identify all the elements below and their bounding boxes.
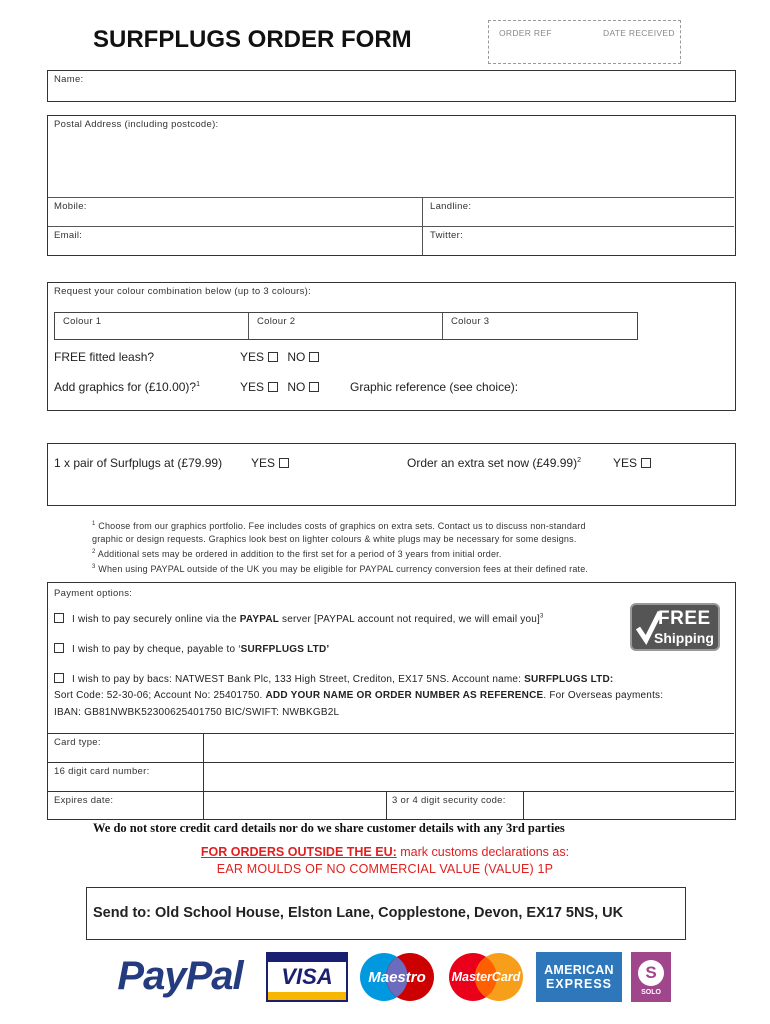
expires-label: Expires date: [54,795,114,806]
outside-eu-notice: FOR ORDERS OUTSIDE THE EU: mark customs declarations as: [200,845,570,859]
colour-2-field[interactable]: Colour 2 [257,316,296,327]
solo-logo: S SOLO [631,952,671,1002]
leash-no-label: NO [287,350,306,364]
send-to-box [86,887,686,940]
maestro-logo: Maestro [356,952,438,1002]
colour-fields [54,312,638,340]
privacy-notice: We do not store credit card details nor do we share customer details with any 3rd parties [93,821,565,835]
colour-block [47,282,736,411]
footnotes [92,518,692,576]
leash-no-checkbox[interactable] [309,352,319,362]
card-number-label: 16 digit card number: [54,766,150,777]
security-code-field[interactable] [525,792,733,819]
mobile-label: Mobile: [54,201,87,212]
page-title: SURFPLUGS ORDER FORM [93,26,412,53]
bacs-option[interactable]: I wish to pay by bacs: NATWEST Bank Plc, 133 High Street, Crediton, EX17 5NS. Account name: SURFPLUGS LTD: [54,673,613,685]
graphics-yes-label: YES [240,380,265,394]
landline-label: Landline: [430,201,472,212]
extra-set-option: YES [613,456,653,470]
mastercard-logo: MasterCard [445,952,527,1002]
shipping-label: Shipping [654,630,714,646]
leash-yes-label: YES [240,350,265,364]
customs-value-notice: EAR MOULDS OF NO COMMERCIAL VALUE (VALUE) 1P [216,862,554,876]
footnote-1: $^1$ Choose from our graphics portfolio. Fee includes costs of graphics on extra sets. Contact us to discuss non-standard [92,521,586,531]
colour-3-field[interactable]: Colour 3 [451,316,490,327]
office-use-box [488,20,681,64]
free-label: FREE [658,608,711,629]
sort-code-line: Sort Code: 52-30-06; Account No: 25401750. ADD YOUR NAME OR ORDER NUMBER AS REFERENCE. For Overseas payments: [54,690,664,701]
graphic-reference-label: Graphic reference (see choice): [350,380,519,394]
leash-label: FREE fitted leash? [54,350,155,364]
cheque-option[interactable]: I wish to pay by cheque, payable to ‘SURFPLUGS LTD’ [54,643,329,655]
cheque-checkbox[interactable] [54,643,64,653]
extra-yes-checkbox[interactable] [641,458,651,468]
leash-yes-checkbox[interactable] [268,352,278,362]
graphics-label: Add graphics for (£10.00)?$^1$ [54,380,200,394]
colour-request-label: Request your colour combination below (up to 3 colours): [54,286,312,297]
date-received-label: DATE RECEIVED [603,28,675,38]
email-label: Email: [54,230,83,241]
pair-label: 1 x pair of Surfplugs at (£79.99) [54,456,223,470]
paypal-option[interactable]: I wish to pay securely online via the PAYPAL server [PAYPAL account not required, we will email you]$^3$ [54,613,544,625]
extra-set-label: Order an extra set now (£49.99)$^2$ [407,456,581,470]
footnote-1b: graphic or design requests. Graphics look best on lighter colours & white plugs may be necessary for some designs. [92,534,577,544]
name-field[interactable] [47,70,736,102]
card-type-field[interactable] [205,734,733,761]
leash-options [240,350,321,364]
address-label: Postal Address (including postcode): [54,119,219,130]
payment-block [47,582,736,820]
bacs-checkbox[interactable] [54,673,64,683]
footnote-2: $^2$ Additional sets may be ordered in addition to the first set for a period of 3 years from initial order. [92,549,502,559]
graphics-no-label: NO [287,380,306,394]
order-block [47,443,736,506]
twitter-label: Twitter: [430,230,464,241]
card-type-label: Card type: [54,737,101,748]
card-number-field[interactable] [205,763,733,790]
graphics-options [240,380,321,394]
payment-options-label: Payment options: [54,588,133,599]
security-code-label: 3 or 4 digit security code: [392,795,506,806]
name-label: Name: [54,74,84,85]
iban-line: IBAN: GB81NWBK52300625401750 BIC/SWIFT: NWBKGB2L [54,707,340,718]
footnote-3: $^3$ When using PAYPAL outside of the UK you may be eligible for PAYPAL currency conversion fees at their defined rate. [92,564,589,574]
graphics-yes-checkbox[interactable] [268,382,278,392]
amex-logo: AMERICAN EXPRESS [536,952,622,1002]
expires-field[interactable] [205,792,385,819]
paypal-logo: PayPal [117,953,243,998]
free-shipping-badge [630,603,720,651]
visa-logo: VISA [266,952,348,1002]
pair-yes-checkbox[interactable] [279,458,289,468]
send-to-address: Send to: Old School House, Elston Lane, Copplestone, Devon, EX17 5NS, UK [93,905,624,921]
graphics-no-checkbox[interactable] [309,382,319,392]
contact-block [47,115,736,256]
order-ref-label: ORDER REF [499,28,552,38]
colour-1-field[interactable]: Colour 1 [63,316,102,327]
paypal-checkbox[interactable] [54,613,64,623]
pair-option: YES [251,456,291,470]
